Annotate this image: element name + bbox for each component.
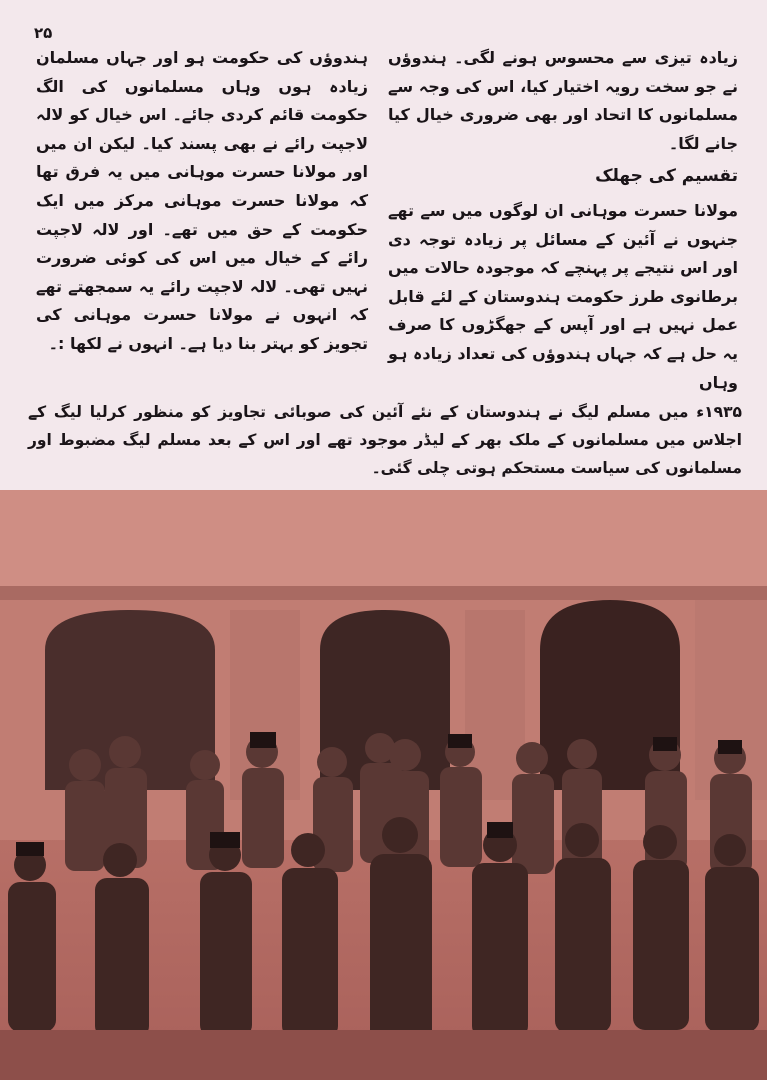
photo-caption: ۱۹۳۵ء میں مسلم لیگ نے ہندوستان کے نئے آئین کی صوبائی تجاویز کو منظور کرلیا لیگ کے اجلاس میں مسلمانوں کے ملک بھر کے لیڈر موجود تھے اور اس کے بعد مسلم لیگ مضبوط اور مسلمانوں کی سیاست مستحکم ہوتی چلی گئی۔ (28, 403, 742, 477)
text-column-left (36, 44, 368, 359)
section-heading: تقسیم کی جھلک (595, 166, 738, 187)
paragraph: مولانا حسرت موہانی ان لوگوں میں سے تھے جنہوں نے آئین کے مسائل پر زیادہ توجہ دی اور اس نتیجے پر پہنچے کہ موجودہ حالات میں برطانوی طرز حکومت ہندوستان کے لئے قابل عمل نہیں ہے اور آپس کے جھگڑوں کا صرف یہ حل ہے کہ جہاں ہندوؤں کی تعداد زیادہ ہو وہاں (388, 200, 738, 392)
paragraph: زیادہ تیزی سے محسوس ہونے لگی۔ ہندوؤں نے جو سخت رویہ اختیار کیا، اس کی وجہ سے مسلمانوں کا اتحاد اور بھی ضروری خیال کیا جانے لگا۔ (388, 48, 738, 153)
group-photograph (0, 490, 767, 1080)
page-number: ۲۵ (34, 24, 53, 42)
paragraph: ہندوؤں کی حکومت ہو اور جہاں مسلمان زیادہ ہوں وہاں مسلمانوں کی الگ حکومت قائم کردی جائے۔ اس خیال کو لالہ لاجپت رائے نے بھی پسند کیا۔ لیکن ان میں اور مولانا حسرت موہانی میں یہ فرق تھا کہ مولانا حسرت موہانی مرکز میں ایک حکومت کے حق میں تھے۔ اور لالہ لاجپت رائے کے خیال میں اس کی کوئی ضرورت نہیں تھی۔ لالہ لاجپت رائے یہ سمجھتے تھے کہ انہوں نے مولانا حسرت موہانی کی تجویز کو بہتر بنا دیا ہے۔ انہوں نے لکھا :۔ (36, 48, 368, 353)
text-column-right (388, 44, 738, 397)
group-photograph-illustration (0, 490, 767, 1080)
